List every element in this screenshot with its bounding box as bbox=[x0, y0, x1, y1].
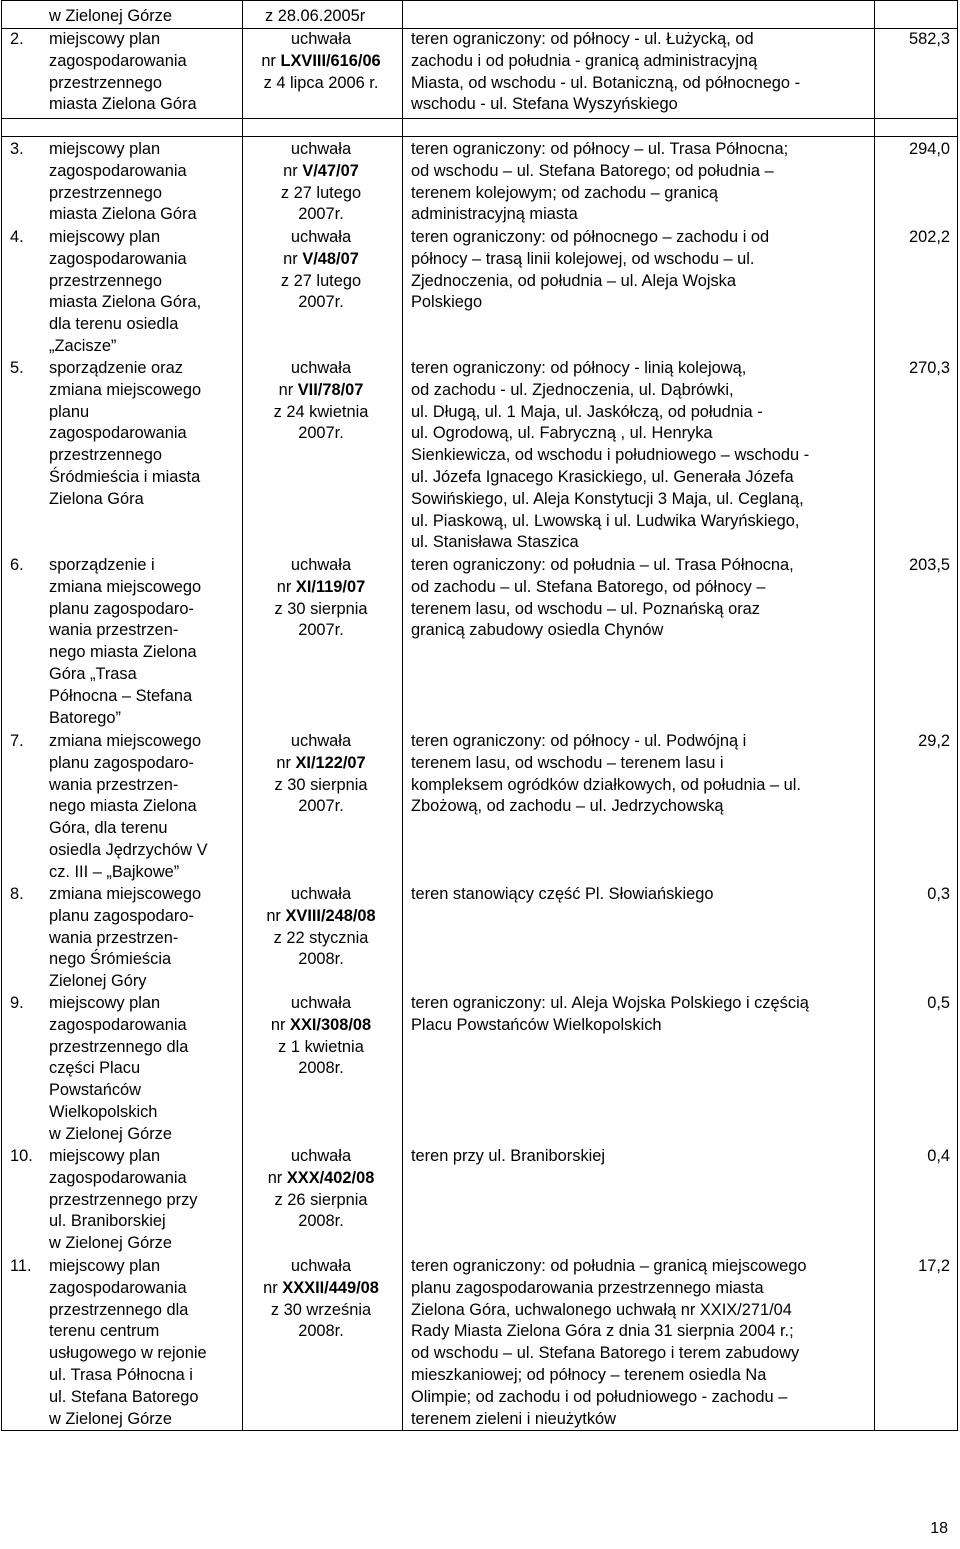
plan-name: miejscowy plan zagospodarowania przestrzennego miasta Zielona Góra bbox=[49, 140, 197, 224]
plan-name: sporządzenie oraz zmiana miejscowego planu zagospodarowania przestrzennego Śródmieścia i miasta Zielona Góra bbox=[49, 359, 202, 508]
area-value: 582,3 bbox=[908, 30, 950, 48]
area-value: 0,3 bbox=[927, 885, 950, 903]
area-description: teren ograniczony: od północy - ul. Podwójną i terenem lasu, od wschodu – terenem lasu i kompleksem ogródków działkowych, od południa – ul. Zbożową, od zachodu – ul. Jedrzychowską bbox=[411, 732, 801, 816]
resolution: uchwała nr VII/78/07 z 24 kwietnia 2007r. bbox=[273, 359, 369, 443]
continuation-date: z 28.06.2005r bbox=[265, 7, 366, 25]
resolution: uchwała nr LXVIII/616/06 z 4 lipca 2006 r. bbox=[261, 30, 381, 92]
area-description: teren stanowiący część Pl. Słowiańskiego bbox=[411, 885, 714, 903]
resolution: uchwała nr XXI/308/08 z 1 kwietnia 2008r. bbox=[270, 994, 372, 1078]
area-description: teren przy ul. Braniborskiej bbox=[411, 1147, 606, 1165]
plan-name: zmiana miejscowego planu zagospodaro- wania przestrzen- nego Śrómieścia Zielonej Góry bbox=[49, 885, 202, 991]
area-description: teren ograniczony: ul. Aleja Wojska Polskiego i częścią Placu Powstańców Wielkopolskich bbox=[411, 994, 809, 1034]
area-description: teren ograniczony: od południa – ul. Trasa Północna, od zachodu – ul. Stefana Batorego, od północy – terenem lasu, od wschodu – ul. Poznańską oraz granicą zabudowy osiedla Chynów bbox=[411, 556, 794, 640]
area-description: teren ograniczony: od południa – granicą miejscowego planu zagospodarowania przestrzennego miasta Zielona Góra, uchwalonego uchwałą nr XXIX/271/04 Rady Miasta Zielona Góra z dnia 31 sierpnia 2004 r.; od wschodu – ul. Stefana Batorego i terem zabudowy mieszkaniowej; od północy – terenem osiedla Na Olimpie; od zachodu i od południowego - zachodu – terenem zieleni i nieużytków bbox=[411, 1257, 807, 1428]
area-value: 0,5 bbox=[927, 994, 950, 1012]
area-value: 202,2 bbox=[908, 228, 950, 246]
resolution: uchwała nr XXX/402/08 z 26 sierpnia 2008r. bbox=[267, 1147, 375, 1231]
plan-name: miejscowy plan zagospodarowania przestrzennego miasta Zielona Góra, dla terenu osiedla „Zacisze” bbox=[49, 228, 202, 355]
row-number: 9. bbox=[10, 994, 24, 1012]
row-number: 11. bbox=[10, 1257, 32, 1275]
row-number: 10. bbox=[10, 1147, 33, 1165]
area-value: 270,3 bbox=[908, 359, 950, 377]
plan-name: sporządzenie i zmiana miejscowego planu zagospodaro- wania przestrzen- nego miasta Zielona Góra „Trasa Północna – Stefana Batorego” bbox=[49, 556, 202, 727]
row-number: 5. bbox=[10, 359, 24, 377]
resolution: uchwała nr XI/122/07 z 30 sierpnia 2007r. bbox=[274, 732, 368, 816]
row-number: 6. bbox=[10, 556, 24, 574]
resolution: uchwała nr XXXII/449/08 z 30 września 2008r. bbox=[263, 1257, 379, 1341]
row-number: 7. bbox=[10, 732, 24, 750]
plan-name: miejscowy plan zagospodarowania przestrzennego miasta Zielona Góra bbox=[49, 30, 197, 114]
row-number: 2. bbox=[10, 30, 24, 48]
row-number: 4. bbox=[10, 228, 24, 246]
resolution: uchwała nr V/47/07 z 27 lutego 2007r. bbox=[280, 140, 362, 224]
area-value: 17,2 bbox=[918, 1257, 950, 1275]
plan-name: miejscowy plan zagospodarowania przestrzennego dla terenu centrum usługowego w rejonie ul. Trasa Północna i ul. Stefana Batorego w Zielonej Górze bbox=[49, 1257, 207, 1428]
area-description: teren ograniczony: od północy - ul. Łużycką, od zachodu i od południa - granicą administracyjną Miasta, od wschodu - ul. Botaniczną, od północnego - wschodu - ul. Stefana Wyszyńskiego bbox=[411, 30, 801, 114]
continuation-name: w Zielonej Górze bbox=[49, 7, 172, 25]
area-description: teren ograniczony: od północnego – zachodu i od północy – trasą linii kolejowej, od wschodu – ul. Zjednoczenia, od południa – ul. Aleja Wojska Polskiego bbox=[411, 228, 770, 312]
area-description: teren ograniczony: od północy - linią kolejową, od zachodu - ul. Zjednoczenia, ul. Dąbrówki, ul. Długą, ul. 1 Maja, ul. Jaskółczą, od południa - ul. Ogrodową, ul. Fabryczną , ul. Henryka Sienkiewicza, od wschodu i południowego – wschodu - ul. Józefa Ignacego Krasickiego, ul. Generała Józefa Sowińskiego, ul. Aleja Konstytucji 3 Maja, ul. Ceglaną, ul. Piaskową, ul. Lwowską i ul. Ludwika Waryńskiego, ul. Stanisława Staszica bbox=[411, 359, 810, 552]
area-value: 29,2 bbox=[918, 732, 950, 750]
area-value: 203,5 bbox=[908, 556, 950, 574]
row-number: 3. bbox=[10, 140, 24, 158]
plan-name: zmiana miejscowego planu zagospodaro- wania przestrzen- nego miasta Zielona Góra, dla terenu osiedla Jędrzychów V cz. III – „Bajkowe” bbox=[49, 732, 208, 881]
area-description: teren ograniczony: od północy – ul. Trasa Północna; od wschodu – ul. Stefana Batorego; od południa – terenem kolejowym; od zachodu – granicą administracyjną miasta bbox=[411, 140, 789, 224]
area-value: 0,4 bbox=[927, 1147, 950, 1165]
plan-name: miejscowy plan zagospodarowania przestrzennego przy ul. Braniborskiej w Zielonej Górze bbox=[49, 1147, 198, 1253]
resolution: uchwała nr V/48/07 z 27 lutego 2007r. bbox=[280, 228, 362, 312]
row-number: 8. bbox=[10, 885, 24, 903]
plan-name: miejscowy plan zagospodarowania przestrzennego dla części Placu Powstańców Wielkopolskich w Zielonej Górze bbox=[49, 994, 189, 1143]
resolution: uchwała nr XVIII/248/08 z 22 stycznia 2008r. bbox=[266, 885, 376, 969]
page-number: 18 bbox=[930, 1520, 948, 1537]
area-value: 294,0 bbox=[908, 140, 950, 158]
resolution: uchwała nr XI/119/07 z 30 sierpnia 2007r. bbox=[274, 556, 368, 640]
